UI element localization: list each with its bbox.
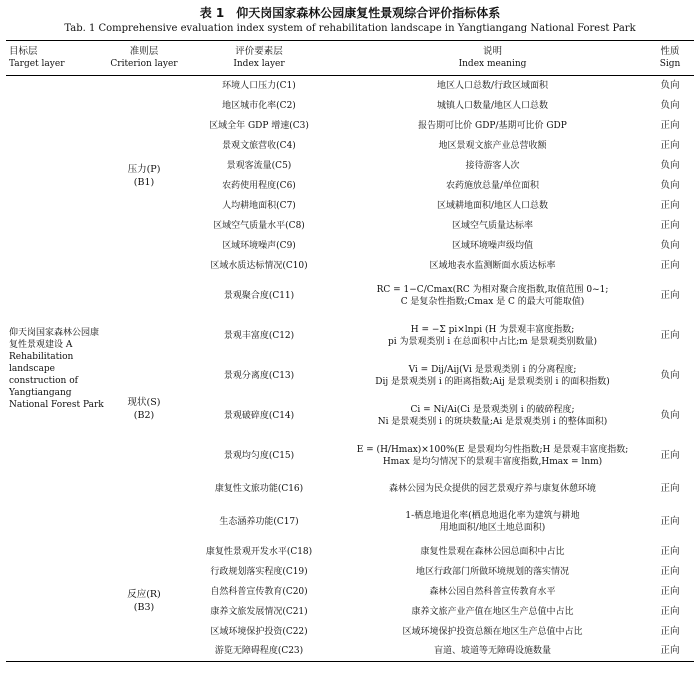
meaning-cell: 1-栖息地退化率(栖息地退化率为建筑与耕地 用地面积/地区土地总面积) xyxy=(405,510,580,533)
table-title-en: Tab. 1 Comprehensive evaluation index system of rehabilitation landscape in Yangtiangang National Forest Park xyxy=(64,23,636,34)
sign-cell: 正向 xyxy=(660,259,680,271)
sign-cell: 负向 xyxy=(660,179,680,191)
index-cell: 环境人口压力(C1) xyxy=(222,80,296,91)
meaning-cell: 康复性景观在森林公园总面积中占比 xyxy=(420,546,565,557)
meaning-cell: 森林公园为民众提供的园艺景观疗养与康复休憩环境 xyxy=(388,483,596,494)
meaning-cell: 区域环境保护投资总额在地区生产总值中占比 xyxy=(402,626,583,637)
index-cell: 康复性文旅功能(C16) xyxy=(214,483,304,494)
sign-cell: 负向 xyxy=(660,369,680,381)
table-row xyxy=(6,276,694,316)
sign-cell: 正向 xyxy=(660,289,680,301)
sign-cell: 正向 xyxy=(660,515,680,527)
criterion-response: 反应(R) (B3) xyxy=(127,589,161,614)
evaluation-index-table xyxy=(6,40,694,662)
index-cell: 自然科普宣传教育(C20) xyxy=(210,586,308,597)
meaning-cell: 城镇人口数量/地区人口总数 xyxy=(436,100,549,111)
meaning-cell: 区域地表水监测断面水质达标率 xyxy=(429,260,556,271)
table-row xyxy=(6,76,694,96)
sign-cell: 负向 xyxy=(660,239,680,251)
index-cell: 康复性景观开发水平(C18) xyxy=(205,546,313,557)
index-cell: 景观分离度(C13) xyxy=(223,370,295,381)
index-cell: 游览无障碍程度(C23) xyxy=(214,646,304,657)
meaning-cell: 康养文旅产业产值在地区生产总值中占比 xyxy=(411,606,574,617)
index-cell: 区域环境噪声(C9) xyxy=(222,240,296,251)
meaning-cell: 农药施放总量/单位面积 xyxy=(445,180,540,191)
meaning-cell: Ci = Ni/Ai(Ci 是景观类别 i 的破碎程度; Ni 是景观类别 i 的斑块数量;Ai 是景观类别 i 的整体面积) xyxy=(377,404,608,427)
index-cell: 区域环境保护投资(C22) xyxy=(210,626,308,637)
sign-cell: 负向 xyxy=(660,99,680,111)
header-target: 目标层 Target layer xyxy=(9,46,65,69)
sign-cell: 正向 xyxy=(660,645,680,657)
meaning-cell: 报告期可比价 GDP/基期可比价 GDP xyxy=(418,120,567,131)
meaning-cell: H = −Σ pi×lnpi (H 为景观丰富度指数; pi 为景观类别 i 在总面积中占比;m 是景观类别数量) xyxy=(387,324,598,347)
sign-cell: 负向 xyxy=(660,409,680,421)
index-cell: 康养文旅发展情况(C21) xyxy=(210,606,308,617)
meaning-cell: 区域环境噪声级均值 xyxy=(451,240,533,251)
sign-cell: 正向 xyxy=(660,199,680,211)
index-cell: 景观均匀度(C15) xyxy=(223,450,295,461)
sign-cell: 负向 xyxy=(660,79,680,91)
index-cell: 生态涵养功能(C17) xyxy=(219,516,299,527)
header-criterion: 准则层 Criterion layer xyxy=(110,46,178,69)
index-cell: 行政规划落实程度(C19) xyxy=(210,566,308,577)
sign-cell: 正向 xyxy=(660,482,680,494)
meaning-cell: E = (H/Hmax)×100%(E 是景观均匀性指数;H 是景观丰富度指数; Hmax 是均匀情况下的景观丰富度指数,Hmax = lnm) xyxy=(356,444,629,467)
index-cell: 景观文旅营收(C4) xyxy=(222,140,296,151)
meaning-cell: 地区行政部门所做环境规划的落实情况 xyxy=(415,566,569,577)
meaning-cell: 区域空气质量达标率 xyxy=(451,220,533,231)
header-sign: 性质 Sign xyxy=(659,46,681,69)
sign-cell: 正向 xyxy=(660,565,680,577)
meaning-cell: 森林公园自然科普宣传教育水平 xyxy=(429,586,556,597)
table-title-cn: 表 1 仰天岗国家森林公园康复性景观综合评价指标体系 xyxy=(199,6,501,20)
meaning-cell: RC = 1−C/Cmax(RC 为相对聚合度指数,取值范围 0~1; C 是复杂性指数;Cmax 是 C 的最大可能取值) xyxy=(376,284,609,307)
meaning-cell: 区域耕地面积/地区人口总数 xyxy=(436,200,549,211)
sign-cell: 正向 xyxy=(660,625,680,637)
table-row xyxy=(6,542,694,562)
sign-cell: 正向 xyxy=(660,449,680,461)
index-cell: 农药使用程度(C6) xyxy=(222,180,296,191)
index-cell: 区域全年 GDP 增速(C3) xyxy=(209,120,309,131)
sign-cell: 正向 xyxy=(660,219,680,231)
index-cell: 地区城市化率(C2) xyxy=(222,100,296,111)
criterion-pressure: 压力(P) (B1) xyxy=(127,163,161,188)
meaning-cell: 地区人口总数/行政区域面积 xyxy=(436,80,549,91)
meaning-cell: 接待游客人次 xyxy=(465,160,520,171)
header-index: 评价要素层 Index layer xyxy=(233,46,285,69)
index-cell: 景观客流量(C5) xyxy=(226,160,292,171)
meaning-cell: Vi = Dij/Aij(Vi 是景观类别 i 的分离程度; Dij 是景观类别 i 的距离指数;Aij 是景观类别 i 的面积指数) xyxy=(375,364,610,387)
meaning-cell: 地区景观文旅产业总营收额 xyxy=(438,140,547,151)
index-cell: 景观丰富度(C12) xyxy=(223,330,295,341)
index-cell: 景观破碎度(C14) xyxy=(223,410,295,421)
index-cell: 区域水质达标情况(C10) xyxy=(210,260,308,271)
sign-cell: 正向 xyxy=(660,585,680,597)
target-label-cn: 仰天岗国家森林公园康复性景观建设 A xyxy=(9,327,100,350)
sign-cell: 正向 xyxy=(660,605,680,617)
sign-cell: 正向 xyxy=(660,119,680,131)
index-cell: 人均耕地面积(C7) xyxy=(222,200,296,211)
sign-cell: 正向 xyxy=(660,545,680,557)
meaning-cell: 盲道、坡道等无障碍设施数量 xyxy=(433,646,551,657)
target-cell xyxy=(6,76,109,662)
index-cell: 景观聚合度(C11) xyxy=(223,290,295,301)
criterion-state: 现状(S) (B2) xyxy=(127,396,161,421)
target-label-en: Rehabilitation landscape construction of Yangtiangang National Forest Park xyxy=(9,351,104,410)
header-meaning: 说明 Index meaning xyxy=(458,46,527,69)
sign-cell: 负向 xyxy=(660,159,680,171)
sign-cell: 正向 xyxy=(660,139,680,151)
header-row xyxy=(6,41,694,76)
index-cell: 区域空气质量水平(C8) xyxy=(213,220,305,231)
sign-cell: 正向 xyxy=(660,329,680,341)
